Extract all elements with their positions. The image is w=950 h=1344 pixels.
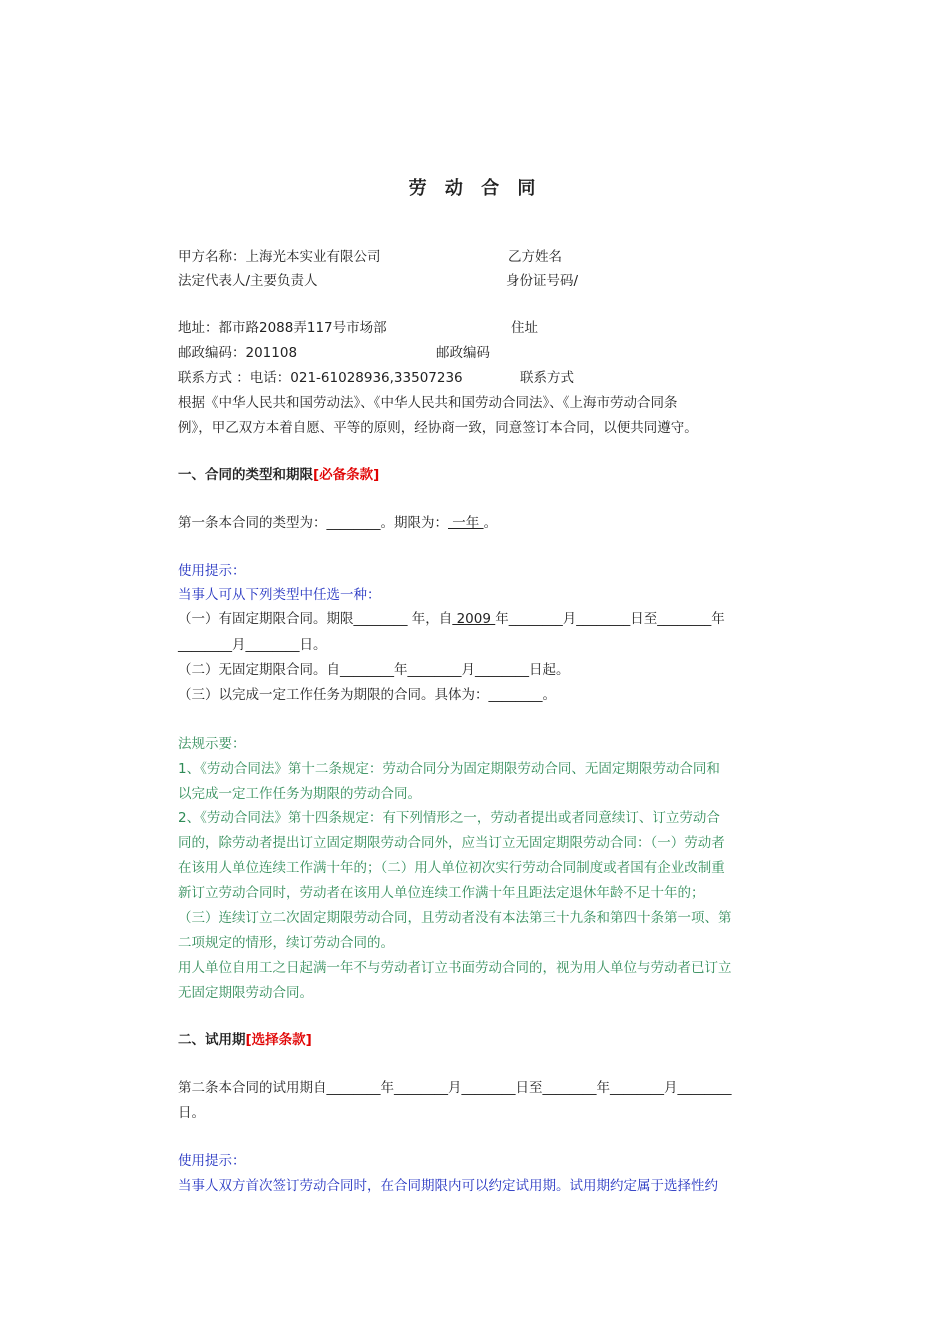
- intro-line-1: 根据《中华人民共和国劳动法》、《中华人民共和国劳动合同法》、《上海市劳动合同条: [178, 395, 678, 411]
- intro-line-2: 例》，甲乙双方本着自愿、平等的原则，经协商一致，同意签订本合同，以便共同遵守。: [178, 420, 698, 436]
- law-line: 无固定期限劳动合同。: [178, 985, 313, 1001]
- party-a-postcode: 邮政编码：201108: [178, 345, 298, 361]
- option-1-year: 2009: [452, 611, 496, 627]
- party-a-name: 甲方名称：上海光本实业有限公司: [178, 249, 381, 265]
- law-line: 用人单位自用工之日起满一年不与劳动者订立书面劳动合同的，视为用人单位与劳动者已订立: [178, 960, 732, 976]
- clause-2-line-1: 第二条本合同的试用期自________年________月________日至________年________月________: [178, 1080, 732, 1096]
- clause-2-line-2: 日。: [178, 1105, 205, 1121]
- party-b-contact: 联系方式: [520, 370, 574, 386]
- term-value: 一年: [448, 515, 484, 531]
- option-2: （二）无固定期限合同。自________年________月________日起。: [178, 662, 570, 678]
- section2-heading-text: 二、试用期: [178, 1032, 246, 1048]
- law-line: 新订立劳动合同时，劳动者在该用人单位连续工作满十年且距法定退休年龄不足十年的；: [178, 885, 705, 901]
- party-b-id: 身份证号码/: [506, 273, 579, 289]
- section2-tip-line: 当事人双方首次签订劳动合同时，在合同期限内可以约定试用期。试用期约定属于选择性约: [178, 1178, 718, 1194]
- party-a-rep: 法定代表人/主要负责人: [178, 273, 318, 289]
- party-b-postcode: 邮政编码: [436, 345, 490, 361]
- clause-1-post: 。: [483, 515, 498, 531]
- law-line: 1、《劳动合同法》第十二条规定：劳动合同分为固定期限劳动合同、无固定期限劳动合同和: [178, 761, 720, 777]
- law-label: 法规示要：: [178, 736, 246, 752]
- document-title: 劳 动 合 同: [408, 178, 542, 199]
- party-a-contact: 联系方式 ：电话：021-61028936,33507236: [178, 370, 463, 386]
- option-1-line-2: ________月________日。: [178, 637, 327, 653]
- section1-heading-text: 一、合同的类型和期限: [178, 467, 313, 483]
- section1-heading: [178, 466, 379, 484]
- law-line: 以完成一定工作任务为期限的劳动合同。: [178, 786, 421, 802]
- party-a-address: 地址：都市路2088弄117号市场部: [178, 320, 387, 336]
- option-1-post: 年________月________日至________年: [495, 611, 725, 627]
- party-b-address: 住址: [511, 320, 538, 336]
- section1-tip-line: 当事人可从下列类型中任选一种：: [178, 587, 381, 603]
- section1-tag: [必备条款]: [313, 467, 380, 483]
- law-line: 在该用人单位连续工作满十年的；（二）用人单位初次实行劳动合同制度或者国有企业改制重: [178, 860, 725, 876]
- law-line: 2、《劳动合同法》第十四条规定：有下列情形之一，劳动者提出或者同意续订、订立劳动合: [178, 810, 720, 826]
- section2-heading: [178, 1031, 312, 1049]
- option-1-pre: （一）有固定期限合同。期限________ 年，自: [178, 611, 453, 627]
- clause-1: [178, 514, 497, 532]
- law-line: 同的，除劳动者提出订立固定期限劳动合同外，应当订立无固定期限劳动合同：（一）劳动者: [178, 835, 725, 851]
- option-1-line-1: [178, 610, 725, 628]
- law-line: 二项规定的情形，续订劳动合同的。: [178, 935, 394, 951]
- clause-1-pre: 第一条本合同的类型为：________。期限为：: [178, 515, 448, 531]
- option-3: （三）以完成一定工作任务为期限的合同。具体为：________。: [178, 687, 556, 703]
- section2-tip-label: 使用提示：: [178, 1153, 246, 1169]
- section2-tag: [选择条款]: [245, 1032, 312, 1048]
- section1-tip-label: 使用提示：: [178, 563, 246, 579]
- law-line: （三）连续订立二次固定期限劳动合同，且劳动者没有本法第三十九条和第四十条第一项、第: [178, 910, 732, 926]
- party-b-name: 乙方姓名: [508, 249, 562, 265]
